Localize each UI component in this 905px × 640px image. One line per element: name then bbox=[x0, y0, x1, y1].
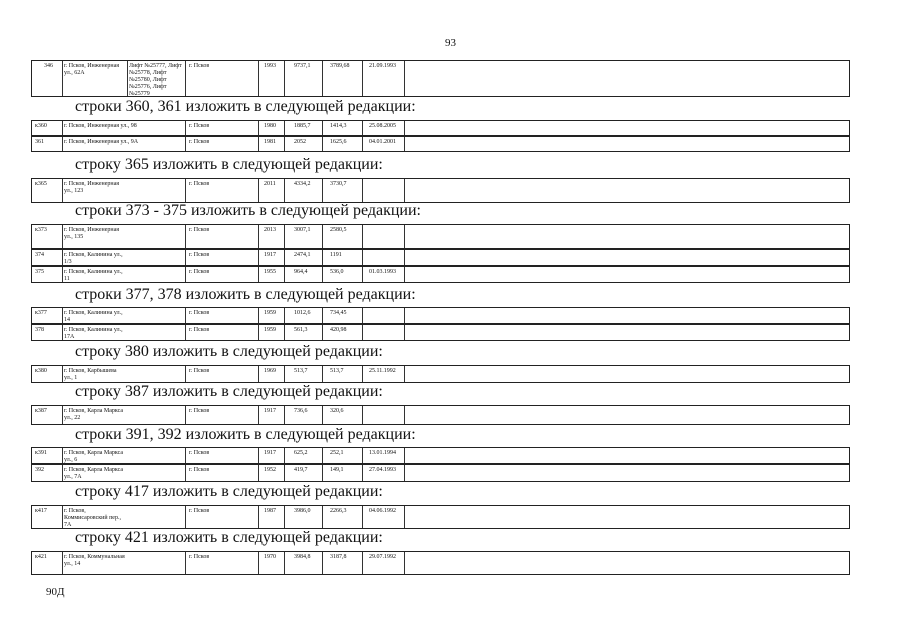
cell-year: 1980 bbox=[264, 123, 276, 129]
table-row-360 bbox=[31, 120, 850, 136]
cell-date: 25.11.1992 bbox=[369, 368, 396, 374]
cell-number: 378 bbox=[35, 327, 44, 333]
cell-area-total: 9737,1 bbox=[294, 63, 311, 69]
cell-number: к373 bbox=[35, 227, 47, 233]
cell-year: 1917 bbox=[264, 450, 276, 456]
table-row-417 bbox=[31, 505, 850, 529]
table-row-421 bbox=[31, 551, 850, 575]
cell-area-total: 3986,0 bbox=[294, 508, 311, 514]
table-row-387 bbox=[31, 405, 850, 425]
cell-number: к421 bbox=[35, 554, 47, 560]
cell-area-total: 4334,2 bbox=[294, 181, 311, 187]
section-heading: строки 360, 361 изложить в следующей редакции: bbox=[75, 98, 416, 115]
cell-number: 375 bbox=[35, 269, 44, 275]
cell-number: к377 bbox=[35, 310, 47, 316]
cell-city: г. Псков bbox=[189, 554, 210, 560]
cell-address: г. Псков, Калинина ул., 1/3 bbox=[64, 252, 123, 265]
cell-year: 1959 bbox=[264, 327, 276, 333]
cell-area-living: 252,1 bbox=[330, 450, 344, 456]
cell-city: г. Псков bbox=[189, 252, 210, 258]
cell-area-total: 3984,8 bbox=[294, 554, 311, 560]
section-heading: строку 387 изложить в следующей редакции: bbox=[75, 383, 383, 400]
cell-year: 1970 bbox=[264, 554, 276, 560]
cell-area-living: 734,45 bbox=[330, 310, 347, 316]
cell-address: г. Псков, Коммисаровский пер., 7А bbox=[64, 508, 121, 528]
cell-address: г. Псков, Калинина ул., 11 bbox=[64, 269, 123, 282]
cell-area-living: 149,1 bbox=[330, 467, 344, 473]
cell-city: г. Псков bbox=[189, 467, 210, 473]
cell-year: 1959 bbox=[264, 310, 276, 316]
cell-area-living: 1625,6 bbox=[330, 139, 347, 145]
table-row-375 bbox=[31, 266, 850, 283]
cell-area-total: 419,7 bbox=[294, 467, 308, 473]
cell-address: г. Псков, Инженерная ул., 98 bbox=[64, 123, 137, 129]
cell-area-living: 3730,7 bbox=[330, 181, 347, 187]
cell-address: г. Псков, Карла Маркса ул., 6 bbox=[64, 450, 124, 463]
cell-area-total: 2474,1 bbox=[294, 252, 311, 258]
table-row-380 bbox=[31, 365, 850, 383]
cell-lifts: Лифт №25777, Лифт №25778, Лифт №25780, Лифт №25776, Лифт №25779 bbox=[129, 63, 182, 97]
cell-number: 346 bbox=[44, 63, 53, 69]
page-number: 93 bbox=[445, 37, 456, 49]
table-row-392 bbox=[31, 464, 850, 482]
cell-area-total: 1012,6 bbox=[294, 310, 311, 316]
cell-area-total: 2052 bbox=[294, 139, 306, 145]
cell-city: г. Псков bbox=[189, 123, 210, 129]
cell-year: 1917 bbox=[264, 408, 276, 414]
cell-number: к380 bbox=[35, 368, 47, 374]
cell-date: 01.03.1993 bbox=[369, 269, 396, 275]
cell-city: г. Псков bbox=[189, 139, 210, 145]
cell-area-living: 1191 bbox=[330, 252, 342, 258]
table-row-373 bbox=[31, 224, 850, 249]
section-heading: строку 365 изложить в следующей редакции: bbox=[75, 156, 383, 173]
cell-number: 392 bbox=[35, 467, 44, 473]
cell-address: г. Псков, Инженерная ул., 135 bbox=[64, 227, 120, 240]
cell-area-living: 3187,8 bbox=[330, 554, 347, 560]
cell-city: г. Псков bbox=[189, 269, 210, 275]
cell-year: 1952 bbox=[264, 467, 276, 473]
cell-date: 29.07.1992 bbox=[369, 554, 396, 560]
table-row-391 bbox=[31, 447, 850, 464]
cell-area-living: 1414,3 bbox=[330, 123, 347, 129]
cell-year: 1917 bbox=[264, 252, 276, 258]
section-heading: строки 377, 378 изложить в следующей редакции: bbox=[75, 286, 416, 303]
table-row-374 bbox=[31, 249, 850, 266]
table-row-365 bbox=[31, 178, 850, 203]
cell-number: к417 bbox=[35, 508, 47, 514]
cell-date: 25.08.2005 bbox=[369, 123, 396, 129]
cell-address: г. Псков, Карла Маркса ул., 7А bbox=[64, 467, 124, 480]
cell-date: 21.09.1993 bbox=[369, 63, 396, 69]
cell-city: г. Псков bbox=[189, 181, 210, 187]
cell-area-living: 2580,5 bbox=[330, 227, 347, 233]
cell-address: г. Псков, Карбышева ул., 1 bbox=[64, 368, 117, 381]
cell-area-living: 513,7 bbox=[330, 368, 344, 374]
cell-area-living: 320,6 bbox=[330, 408, 344, 414]
cell-address: г. Псков, Инженерная ул., 62А bbox=[64, 63, 120, 76]
cell-city: г. Псков bbox=[189, 368, 210, 374]
table-row-378 bbox=[31, 324, 850, 341]
cell-number: к365 bbox=[35, 181, 47, 187]
cell-city: г. Псков bbox=[189, 227, 210, 233]
cell-address: г. Псков, Инженерная ул., 123 bbox=[64, 181, 120, 194]
cell-date: 04.01.2001 bbox=[369, 139, 396, 145]
cell-address: г. Псков, Коммунальная ул., 14 bbox=[64, 554, 125, 567]
cell-date: 04.06.1992 bbox=[369, 508, 396, 514]
cell-year: 1987 bbox=[264, 508, 276, 514]
cell-area-living: 536,0 bbox=[330, 269, 344, 275]
section-heading: строку 417 изложить в следующей редакции: bbox=[75, 483, 383, 500]
table-row-377 bbox=[31, 307, 850, 324]
cell-area-living: 3789,68 bbox=[330, 63, 350, 69]
cell-area-total: 625,2 bbox=[294, 450, 308, 456]
cell-area-living: 2266,3 bbox=[330, 508, 347, 514]
page-footer-code: 90Д bbox=[46, 586, 65, 598]
cell-address: г. Псков, Калинина ул., 14 bbox=[64, 310, 123, 323]
cell-city: г. Псков bbox=[189, 310, 210, 316]
cell-area-total: 964,4 bbox=[294, 269, 308, 275]
cell-number: к391 bbox=[35, 450, 47, 456]
cell-city: г. Псков bbox=[189, 408, 210, 414]
cell-year: 1969 bbox=[264, 368, 276, 374]
cell-number: к360 bbox=[35, 123, 47, 129]
table-row-346 bbox=[31, 60, 850, 97]
cell-number: 361 bbox=[35, 139, 44, 145]
cell-address: г. Псков, Калинина ул., 17А bbox=[64, 327, 123, 340]
table-row-361 bbox=[31, 136, 850, 152]
cell-year: 2011 bbox=[264, 181, 276, 187]
cell-number: к387 bbox=[35, 408, 47, 414]
cell-city: г. Псков bbox=[189, 508, 210, 514]
section-heading: строку 380 изложить в следующей редакции: bbox=[75, 343, 383, 360]
cell-area-living: 420,98 bbox=[330, 327, 347, 333]
cell-city: г. Псков bbox=[189, 450, 210, 456]
cell-area-total: 561,3 bbox=[294, 327, 308, 333]
cell-city: г. Псков bbox=[189, 63, 210, 69]
cell-city: г. Псков bbox=[189, 327, 210, 333]
section-heading: строки 373 - 375 изложить в следующей редакции: bbox=[75, 202, 421, 219]
cell-area-total: 736,6 bbox=[294, 408, 308, 414]
section-heading: строку 421 изложить в следующей редакции: bbox=[75, 529, 383, 546]
cell-year: 2013 bbox=[264, 227, 276, 233]
section-heading: строки 391, 392 изложить в следующей редакции: bbox=[75, 426, 416, 443]
cell-year: 1955 bbox=[264, 269, 276, 275]
cell-year: 1993 bbox=[264, 63, 276, 69]
cell-area-total: 3007,1 bbox=[294, 227, 311, 233]
cell-address: г. Псков, Инженерная ул., 9А bbox=[64, 139, 139, 145]
cell-address: г. Псков, Карла Маркса ул., 22 bbox=[64, 408, 124, 421]
cell-date: 13.01.1994 bbox=[369, 450, 396, 456]
cell-year: 1981 bbox=[264, 139, 276, 145]
cell-area-total: 1885,7 bbox=[294, 123, 311, 129]
cell-area-total: 513,7 bbox=[294, 368, 308, 374]
cell-date: 27.04.1993 bbox=[369, 467, 396, 473]
cell-number: 374 bbox=[35, 252, 44, 258]
